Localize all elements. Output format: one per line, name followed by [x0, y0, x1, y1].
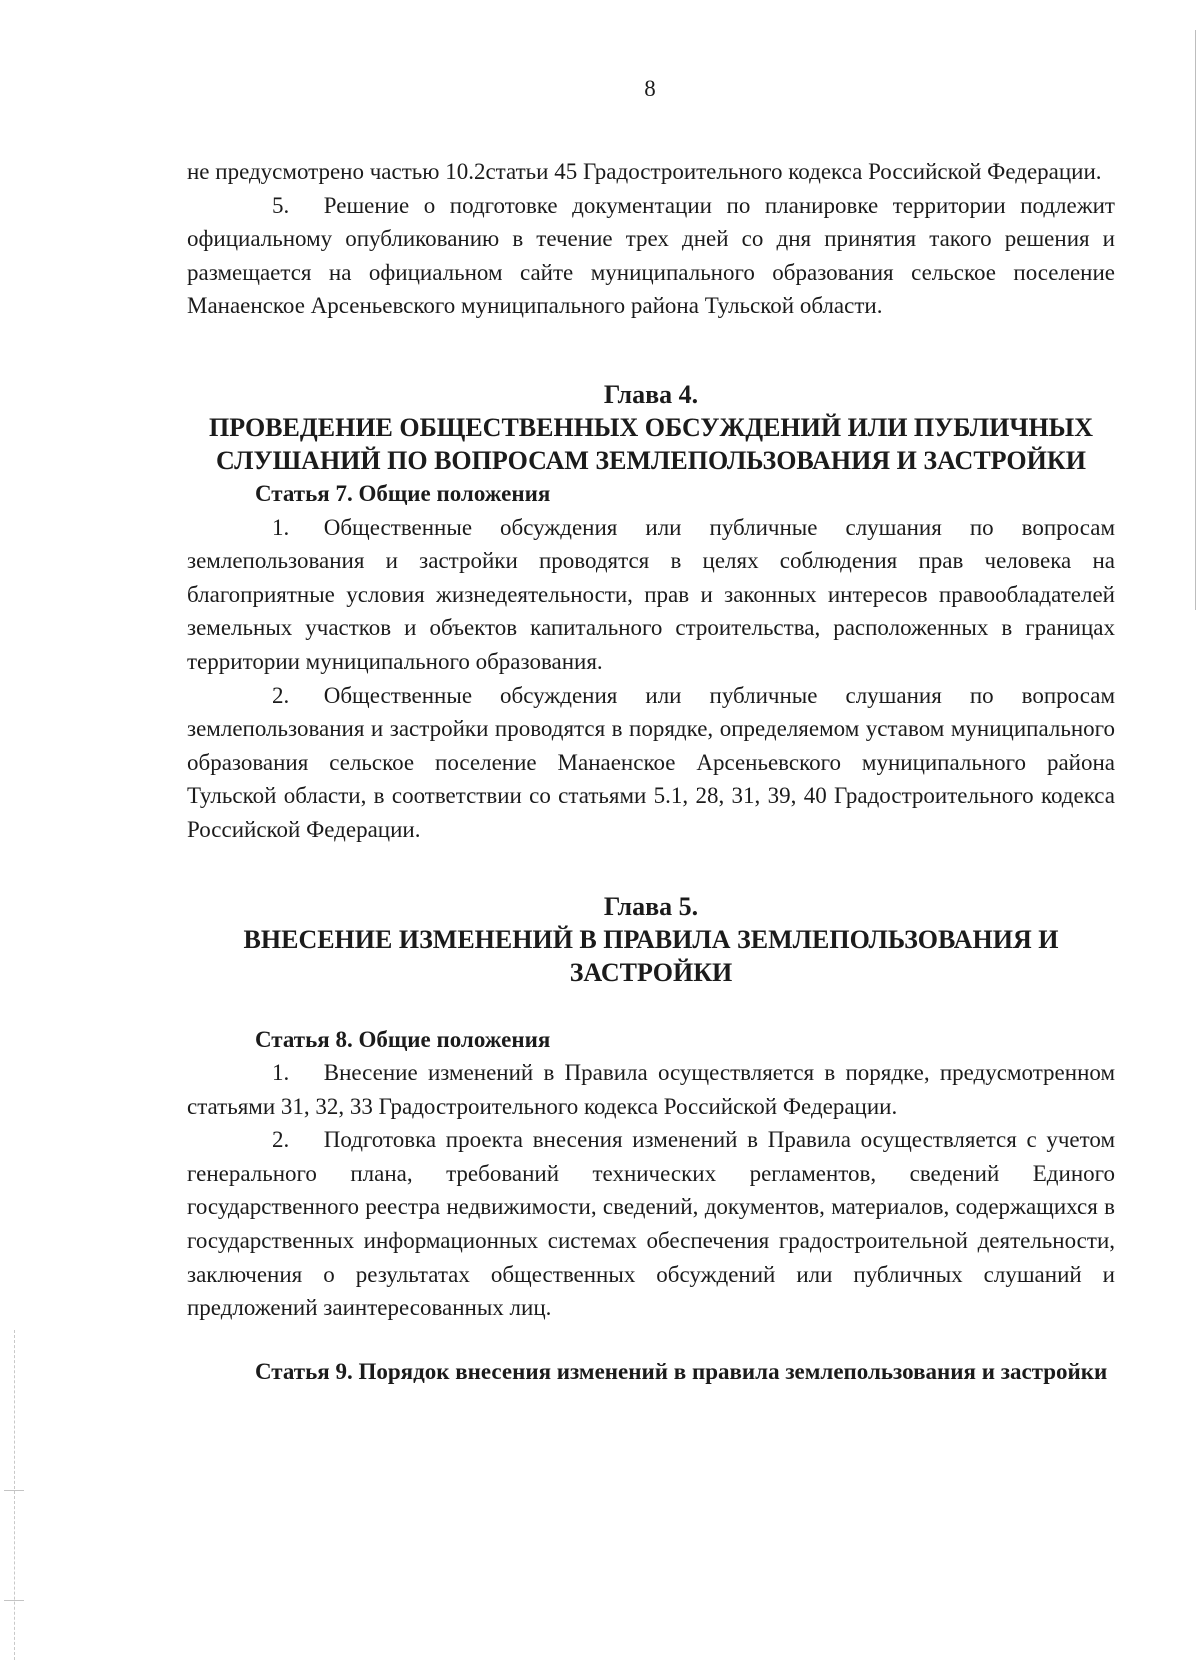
article-7-paragraph-1: 1. Общественные обсуждения или публичные слушания по вопросам землепользования и застройки проводятся в целях соблюдения прав человека на благоприятные условия жизнедеятельности, прав и законных интересов правообладателей земельных участков и объектов капитального строительства, расположенных в границах территории муниципального образования. — [187, 514, 1115, 674]
scan-edge-right — [1195, 30, 1196, 610]
page-number: 8 — [644, 76, 656, 101]
document-body — [187, 155, 1115, 1388]
chapter-4-number: Глава 4. — [603, 379, 699, 409]
article-9-heading: Статья 9. Порядок внесения изменений в правила землепользования и застройки — [255, 1358, 1108, 1384]
chapter-4-heading — [187, 378, 1115, 477]
scan-tick — [4, 1490, 24, 1491]
paragraph-continuation: не предусмотрено частью 10.2статьи 45 Градостроительного кодекса Российской Федерации. — [187, 159, 1102, 184]
chapter-5-heading — [187, 890, 1115, 989]
chapter-4-title: ПРОВЕДЕНИЕ ОБЩЕСТВЕННЫХ ОБСУЖДЕНИЙ ИЛИ ПУБЛИЧНЫХ СЛУШАНИЙ ПО ВОПРОСАМ ЗЕМЛЕПОЛЬЗОВАНИЯ И ЗАСТРОЙКИ — [209, 412, 1093, 475]
scan-edge-left — [14, 1330, 16, 1660]
scan-tick — [4, 1600, 24, 1601]
chapter-5-title: ВНЕСЕНИЕ ИЗМЕНЕНИЙ В ПРАВИЛА ЗЕМЛЕПОЛЬЗОВАНИЯ И ЗАСТРОЙКИ — [243, 924, 1059, 987]
article-7-paragraph-2: 2. Общественные обсуждения или публичные слушания по вопросам землепользования и застройки проводятся в порядке, определяемом уставом муниципального образования сельское поселение Манаенское Арсеньевского муниципального района Тульской области, в соответствии со статьями 5.1, 28, 31, 39, 40 Градостроительного кодекса Российской Федерации. — [187, 682, 1115, 842]
chapter-5-number: Глава 5. — [603, 891, 699, 921]
article-8-paragraph-2: 2. Подготовка проекта внесения изменений в Правила осуществляется с учетом генерального плана, требований технических регламентов, сведений Единого государственного реестра недвижимости, сведений, документов, материалов, содержащихся в государственных информационных системах обеспечения градостроительной деятельности, заключения о результатах общественных обсуждений или публичных слушаний и предложений заинтересованных лиц. — [187, 1127, 1115, 1321]
article-8-heading: Статья 8. Общие положения — [255, 1026, 551, 1052]
article-8-paragraph-1: 1. Внесение изменений в Правила осуществляется в порядке, предусмотренном статьями 31, 32, 33 Градостроительного кодекса Российской Федерации. — [187, 1060, 1115, 1119]
paragraph-5: 5. Решение о подготовке документации по планировке территории подлежит официальному опубликованию в течение трех дней со дня принятия такого решения и размещается на официальном сайте муниципального образования сельское поселение Манаенское Арсеньевского муниципального района Тульской области. — [187, 192, 1115, 319]
article-7-heading: Статья 7. Общие положения — [255, 480, 551, 506]
